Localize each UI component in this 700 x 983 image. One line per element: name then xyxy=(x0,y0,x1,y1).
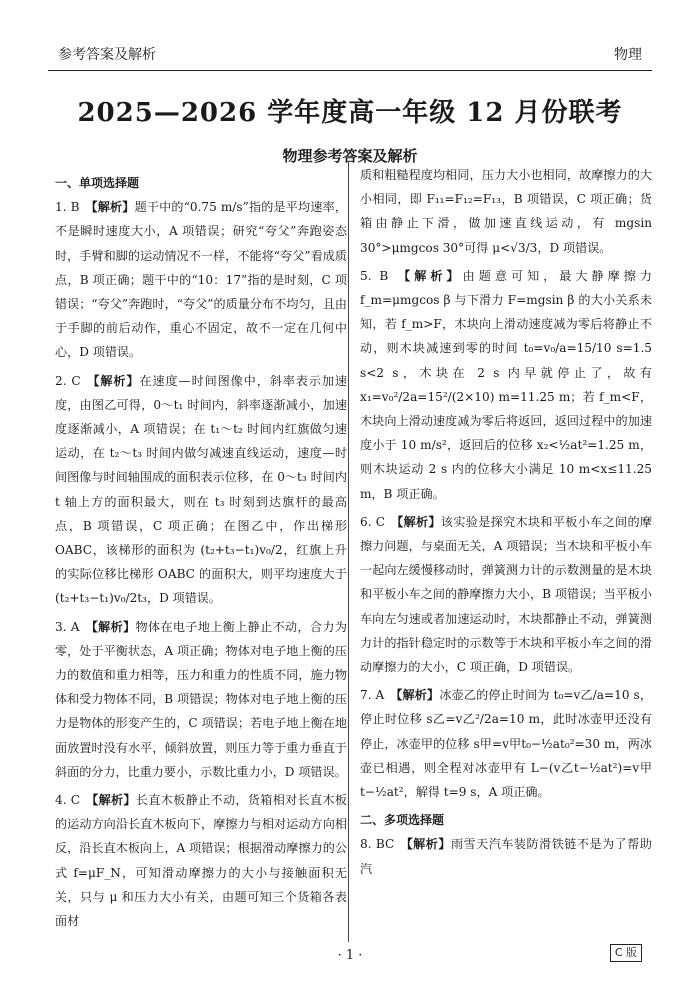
answer-number: 5. B xyxy=(360,268,389,283)
page-subtitle: 物理参考答案及解析 xyxy=(282,147,418,165)
answer-text: 质和粗糙程度均相同，压力大小也相同，故摩擦力的大小相同，即 F₁₁=F₁₂=F₁₃，B 项错误，C 项正确；货箱由静止下滑，做加速直线运动，有 mgsin 30°>μmgcos 30°可得 μ<√3/3，D 项错误。 xyxy=(360,168,652,255)
answer-text: 题干中的“0.75 m/s”指的是平均速率，不是瞬时速度大小，A 项错误；研究“夸父”奔跑姿态时，手臂和脚的运动情况不一样，不能将“夸父”看成质点，B 项正确；题干中的“10：17”指的是时刻，C 项错误；“夸父”奔跑时，“夸父”的质量分布不均匀，且由于手脚的前后动作，重心不固定，故不一定在几何中心，D 项错误。 xyxy=(55,200,347,360)
answer-number: 8. BC xyxy=(360,837,395,852)
analysis-label: 【解析】 xyxy=(85,619,136,634)
answer-q7 xyxy=(360,683,652,804)
answer-number: 6. C xyxy=(360,514,385,529)
answer-text: 长直木板静止不动，货箱相对长直木板的运动方向沿长直木板向下，摩擦力与相对运动方向相反，沿长直木板向上，A 项错误；根据滑动摩擦力的公式 f=μF_N，可知滑动摩擦力的大小与接触面积无关，只与 μ 和压力大小有关，由题可知三个货箱各表面材 xyxy=(55,793,347,929)
answer-q2 xyxy=(55,369,347,611)
column-divider xyxy=(348,162,349,942)
left-column xyxy=(55,171,347,937)
page-number: · 1 · xyxy=(337,948,363,963)
page-title: 2025—2026 学年度高一年级 12 月份联考 xyxy=(77,98,623,128)
answer-q4-continued xyxy=(360,163,652,260)
analysis-label: 【解析】 xyxy=(86,793,136,808)
answer-text: 在速度—时间图像中，斜率表示加速度，由图乙可得，0～t₁ 时间内，斜率逐渐减小，加速度逐渐减小，A 项错误；在 t₁～t₂ 时间内红旗做匀速运动，在 t₂～t₃ 时间内做匀减速直线运动，速度—时间图像与时间轴围成的面积表示位移，在 0～t₃ 时间内 t 轴上方的面积最大，则在 t₃ 时刻到达旗杆的最高点，B 项错误，C 项正确；在图乙中，作出梯形 OABC，该梯形的面积为 (t₂+t₃−t₁)v₀/2，红旗上升的实际位移比梯形 OABC 的面积大，则平均速度大于 (t₂+t₃−t₁)v₀/2t₃，D 项错误。 xyxy=(55,373,347,606)
version-badge: C 版 xyxy=(610,944,642,962)
answer-number: 2. C xyxy=(55,373,81,388)
answer-text: 该实验是探究木块和平板小车之间的摩擦力问题，与桌面无关，A 项错误；当木块和平板小车一起向左缓慢移动时，弹簧测力计的示数测量的是木块和平板小车之间的静摩擦力大小，B 项错误；当平板小车向左匀速或者加速运动时，木块都静止不动，弹簧测力计的指针稳定时的示数等于木块和平板小车之间的滑动摩擦力的大小，C 项正确，D 项错误。 xyxy=(360,514,652,675)
right-column xyxy=(360,163,652,885)
answer-number: 7. A xyxy=(360,688,385,703)
answer-number: 3. A xyxy=(55,619,80,634)
section-heading-single-choice: 一、单项选择题 xyxy=(55,176,140,190)
header-left-label: 参考答案及解析 xyxy=(58,47,156,63)
analysis-label: 【解析】 xyxy=(390,688,440,703)
answer-text: 雨雪天汽车装防滑铁链不是为了帮助汽 xyxy=(360,837,652,876)
analysis-label: 【解析】 xyxy=(398,268,463,283)
answer-text: 由题意可知，最大静摩擦力 f_m=μmgcos β 与下滑力 F=mgsin β 的大小关系未知，若 f_m>F，木块向上滑动速度减为零后将静止不动，则木块减速到零的时间 t₀=v₀/a=15/10 s=1.5 s<2 s，木块在 2 s 内早就停止了，故有 x₁=v₀²/2a=15²/(2×10) m=11.25 m；若 f_m<F，木块向上滑动速度减为零后将返回，返回过程中的加速度小于 10 m/s²，返回后的位移 x₂<½at²=1.25 m，则木块运动 2 s 内的位移大小满足 10 m<x≤11.25 m，B 项正确。 xyxy=(360,268,652,501)
answer-number: 1. B xyxy=(55,200,80,215)
analysis-label: 【解析】 xyxy=(85,200,135,215)
answer-q8 xyxy=(360,832,652,880)
answer-q4 xyxy=(55,788,347,933)
answer-text: 冰壶乙的停止时间为 t₀=v乙/a=10 s，停止时位移 s乙=v乙²/2a=10 m，此时冰壶甲还没有停止，冰壶甲的位移 s甲=v甲t₀−½at₀²=30 m，两冰壶已相遇，则全程对冰壶甲有 L−(v乙t−½at²)=v甲t−½at²，解得 t=9 s，A 项正确。 xyxy=(360,688,652,800)
analysis-label: 【解析】 xyxy=(400,837,451,852)
answer-q6 xyxy=(360,510,652,679)
page-header xyxy=(48,38,652,71)
answer-text: 物体在电子地上衡上静止不动，合力为零，处于平衡状态，A 项正确；物体对电子地上衡的压力的数值和重力相等，压力和重力的性质不同，施力物体和受力物体不同，B 项错误；物体对电子地上衡的压力是物体的形变产生的，C 项错误；若电子地上衡在地面放置时没有水平，倾斜放置，则压力等于重力垂直于斜面的分力，比重力要小，示数比重力小，D 项错误。 xyxy=(55,619,347,779)
answer-q5 xyxy=(360,264,652,506)
section-heading-multiple-choice: 二、多项选择题 xyxy=(360,813,445,828)
header-subject: 物理 xyxy=(614,47,642,63)
answer-q3 xyxy=(55,615,347,784)
answer-number: 4. C xyxy=(55,793,80,808)
analysis-label: 【解析】 xyxy=(391,514,441,529)
answer-q1 xyxy=(55,195,347,364)
analysis-label: 【解析】 xyxy=(87,373,140,388)
